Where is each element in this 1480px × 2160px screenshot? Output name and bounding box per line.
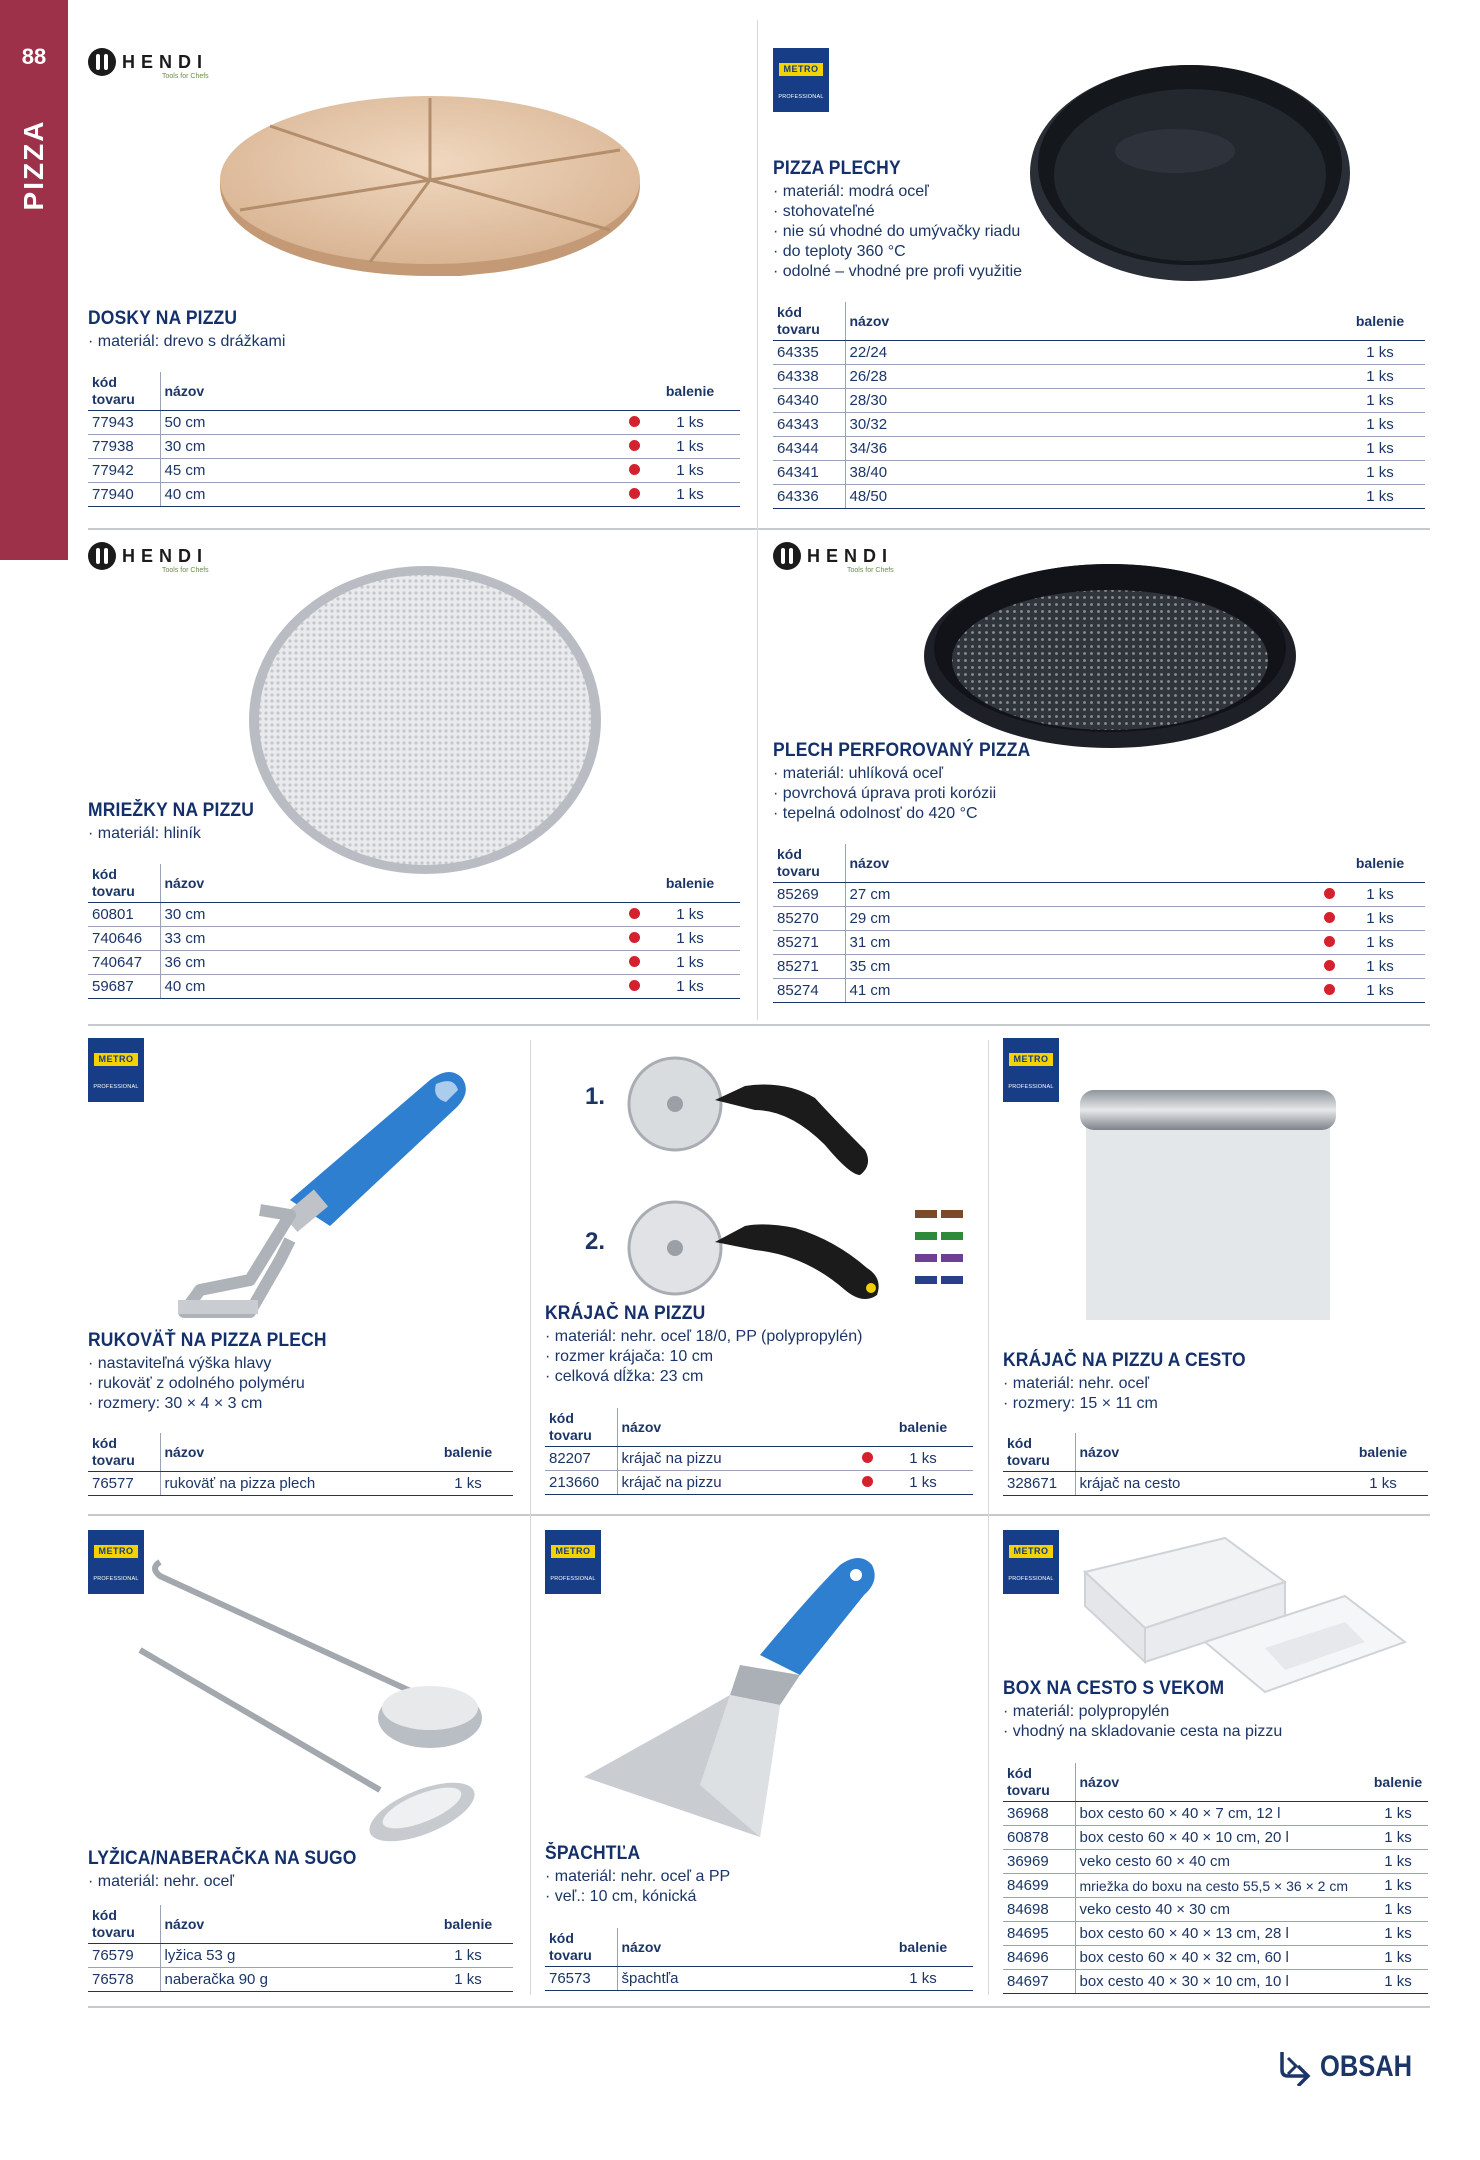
product-title: KRÁJAČ NA PIZZU [545,1303,706,1324]
product-code-cell: 64341 [773,461,845,485]
product-table-dosky [88,372,740,507]
table-row [88,927,740,951]
table-row [1003,1946,1428,1970]
variant-label: 1. [585,1083,606,1110]
product-feature: · materiál: nehr. oceľ 18/0, PP (polypropylén) [545,1327,862,1347]
pack-cell: 1 ks [1368,1874,1428,1898]
col-header-name: názov [160,372,620,411]
product-table-plechy [773,302,1425,509]
product-code-cell: 64336 [773,485,845,509]
column-header: kód tovaru [545,1408,617,1447]
name-cell: 27 cm [845,883,1315,907]
table-row [773,485,1425,509]
product-info-rukovat [88,1330,348,1414]
table-row [1003,1826,1428,1850]
availability-dot [1324,960,1335,971]
column-header: balenie [873,1408,973,1447]
product-feature: · materiál: nehr. oceľ a PP [545,1867,730,1887]
pack-cell: 1 ks [640,951,740,975]
product-feature: · rozmer krájača: 10 cm [545,1347,862,1367]
table-row [773,437,1425,461]
pizza-cutter-image [615,1050,975,1310]
name-cell: veko cesto 40 × 30 cm [1075,1898,1368,1922]
dough-box-with-lid-image [1075,1532,1415,1702]
product-info-krajac-cesto [1003,1350,1267,1414]
product-feature: · stohovateľné [773,202,1022,222]
column-header: názov [160,1433,423,1472]
section-strip [0,0,68,560]
hendi-logo: HENDI Tools for Chefs [88,48,208,76]
name-cell [1315,907,1335,931]
product-feature: · vhodný na skladovanie cesta na pizzu [1003,1722,1282,1742]
table-row [88,483,740,507]
column-header: názov [617,1928,873,1967]
product-code-cell: 76579 [88,1944,160,1968]
product-code-cell: 82207 [545,1447,617,1471]
product-table-mriezky [88,864,740,999]
availability-dot [1324,888,1335,899]
pack-cell: 1 ks [1368,1970,1428,1994]
product-code-cell: 85271 [773,931,845,955]
availability-dot [862,1452,873,1463]
table-row [773,461,1425,485]
column-header [1315,844,1335,883]
product-info-box [1003,1678,1282,1742]
column-header: názov [617,1408,853,1447]
table-of-contents-label[interactable]: OBSAH [1320,2050,1413,2083]
product-code-cell: 64340 [773,389,845,413]
table-row [773,883,1425,907]
name-cell: 34/36 [845,437,1335,461]
availability-dot [629,956,640,967]
hendi-logo: HENDI Tools for Chefs [88,542,208,570]
column-header: kód tovaru [773,302,845,341]
product-code-cell: 84697 [1003,1970,1075,1994]
table-row [1003,1874,1428,1898]
table-row [773,907,1425,931]
product-code-cell: 76578 [88,1968,160,1992]
name-cell: špachtľa [617,1967,873,1991]
pack-cell: 1 ks [1335,389,1425,413]
pack-cell: 1 ks [1335,365,1425,389]
pack-cell: 1 ks [423,1968,513,1992]
column-header: názov [1075,1763,1368,1802]
product-feature: · rozmery: 15 × 11 cm [1003,1394,1267,1414]
table-row [545,1967,973,1991]
product-code-cell: 60801 [88,903,160,927]
column-header: balenie [1335,302,1425,341]
availability-dot [629,464,640,475]
name-cell [1315,955,1335,979]
table-row [773,931,1425,955]
availability-dot [1324,912,1335,923]
name-cell: 35 cm [845,955,1315,979]
product-feature: · veľ.: 10 cm, kónická [545,1887,730,1907]
product-title: LYŽICA/NABERAČKA NA SUGO [88,1848,357,1869]
product-info-plechy [773,158,1022,282]
column-header: balenie [1338,1433,1428,1472]
row-divider [88,528,1430,530]
pack-cell: 1 ks [1335,341,1425,365]
pack-cell: 1 ks [640,435,740,459]
name-cell: 26/28 [845,365,1335,389]
wooden-pizza-board-image [210,90,650,280]
name-cell: box cesto 60 × 40 × 13 cm, 28 l [1075,1922,1368,1946]
name-cell: box cesto 60 × 40 × 10 cm, 20 l [1075,1826,1368,1850]
product-code-cell: 77940 [88,483,160,507]
column-header: kód tovaru [773,844,845,883]
pack-cell: 1 ks [1335,955,1425,979]
pack-cell: 1 ks [1335,485,1425,509]
pack-cell: 1 ks [1338,1472,1428,1496]
pack-cell: 1 ks [1335,461,1425,485]
product-title: RUKOVÄŤ NA PIZZA PLECH [88,1330,327,1351]
table-row [773,389,1425,413]
column-header [853,1408,873,1447]
name-cell: 30 cm [160,903,620,927]
pack-cell: 1 ks [873,1447,973,1471]
product-feature: · materiál: drevo s drážkami [88,332,285,352]
pack-cell: 1 ks [640,459,740,483]
table-row [88,1472,513,1496]
column-header: kód tovaru [88,1905,160,1944]
metro-professional-logo: METRO PROFESSIONAL [545,1530,601,1594]
product-code-cell: 84699 [1003,1874,1075,1898]
pack-cell: 1 ks [1335,413,1425,437]
availability-dot [862,1476,873,1487]
name-cell [853,1447,873,1471]
product-code-cell: 60878 [1003,1826,1075,1850]
metro-professional-logo: METRO PROFESSIONAL [1003,1038,1059,1102]
name-cell: lyžica 53 g [160,1944,423,1968]
row-divider [88,2006,1430,2008]
table-row [1003,1922,1428,1946]
column-divider [988,1040,989,1995]
product-table-perforovany [773,844,1425,1003]
pack-cell: 1 ks [640,483,740,507]
product-feature: · rozmery: 30 × 4 × 3 cm [88,1394,348,1414]
pack-cell: 1 ks [640,411,740,435]
product-title: BOX NA CESTO S VEKOM [1003,1678,1225,1699]
table-row [88,975,740,999]
name-cell: 40 cm [160,975,620,999]
pack-cell: 1 ks [640,975,740,999]
pack-cell: 1 ks [423,1944,513,1968]
product-feature: · materiál: nehr. oceľ [1003,1374,1267,1394]
product-code-cell: 36968 [1003,1802,1075,1826]
row-divider [88,1024,1430,1026]
table-row [773,365,1425,389]
column-header [620,864,640,903]
product-code-cell: 64338 [773,365,845,389]
availability-dot [629,416,640,427]
pack-cell: 1 ks [873,1471,973,1495]
product-feature: · materiál: modrá oceľ [773,182,1022,202]
name-cell: 41 cm [845,979,1315,1003]
name-cell: box cesto 60 × 40 × 7 cm, 12 l [1075,1802,1368,1826]
table-row [88,411,740,435]
availability-dot [629,932,640,943]
name-cell [620,903,640,927]
column-header: kód tovaru [88,864,160,903]
table-row [1003,1898,1428,1922]
name-cell [620,975,640,999]
pack-cell: 1 ks [1335,979,1425,1003]
column-header: balenie [1335,844,1425,883]
name-cell: krájač na pizzu [617,1447,853,1471]
name-cell [620,459,640,483]
product-feature: · materiál: polypropylén [1003,1702,1282,1722]
col-header-pack: balenie [640,372,740,411]
name-cell [853,1471,873,1495]
name-cell: 50 cm [160,411,620,435]
perforated-pizza-pan-image [920,552,1300,752]
product-feature: · celková dĺžka: 23 cm [545,1367,862,1387]
name-cell: box cesto 60 × 40 × 32 cm, 60 l [1075,1946,1368,1970]
table-row [88,435,740,459]
pack-cell: 1 ks [423,1472,513,1496]
pack-cell: 1 ks [640,927,740,951]
name-cell: 38/40 [845,461,1335,485]
product-code-cell: 64335 [773,341,845,365]
column-header [620,372,640,411]
column-header: názov [845,844,1315,883]
pack-cell: 1 ks [1368,1898,1428,1922]
product-table-krajac [545,1408,973,1495]
table-row [88,951,740,975]
hendi-logo: HENDI Tools for Chefs [773,542,893,570]
table-row [773,979,1425,1003]
product-info-dosky [88,308,285,352]
availability-dot [1324,984,1335,995]
table-row [773,341,1425,365]
product-code-cell: 84695 [1003,1922,1075,1946]
page-number: 88 [21,44,47,69]
product-feature: · materiál: uhlíková oceľ [773,764,1053,784]
name-cell: 36 cm [160,951,620,975]
name-cell: veko cesto 60 × 40 cm [1075,1850,1368,1874]
pack-cell: 1 ks [873,1967,973,1991]
table-row [88,1944,513,1968]
pack-cell: 1 ks [1368,1946,1428,1970]
product-code-cell: 213660 [545,1471,617,1495]
column-header: balenie [640,864,740,903]
column-header: názov [160,864,620,903]
product-title: MRIEŽKY NA PIZZU [88,800,255,821]
name-cell [620,951,640,975]
column-header: balenie [873,1928,973,1967]
product-table-spachtla [545,1928,973,1991]
pack-cell: 1 ks [1335,883,1425,907]
column-header: názov [160,1905,423,1944]
product-info-perforovany [773,740,1053,824]
availability-dot [629,980,640,991]
product-code-cell: 76577 [88,1472,160,1496]
table-row [773,955,1425,979]
product-code-cell: 64344 [773,437,845,461]
name-cell: 31 cm [845,931,1315,955]
name-cell: rukoväť na pizza plech [160,1472,423,1496]
table-row [88,459,740,483]
section-title: PIZZA [18,119,49,211]
product-code-cell: 84698 [1003,1898,1075,1922]
product-code-cell: 85270 [773,907,845,931]
availability-dot [629,908,640,919]
product-info-mriezky [88,800,269,844]
pizza-pan-handle-image [140,1050,480,1320]
availability-dot [1324,936,1335,947]
name-cell [620,483,640,507]
product-feature: · materiál: hliník [88,824,269,844]
product-feature: · odolné – vhodné pre profi využitie [773,262,1022,282]
product-title: DOSKY NA PIZZU [88,308,238,329]
product-title: ŠPACHTĽA [545,1843,641,1864]
column-divider [530,1040,531,1995]
table-row [1003,1802,1428,1826]
name-cell: 30/32 [845,413,1335,437]
metro-professional-logo: METRO PROFESSIONAL [88,1038,144,1102]
name-cell: 40 cm [160,483,620,507]
product-code-cell: 64343 [773,413,845,437]
row-divider [88,1514,1430,1516]
name-cell: 45 cm [160,459,620,483]
column-header: názov [1075,1433,1338,1472]
table-row [1003,1850,1428,1874]
column-header: balenie [1368,1763,1428,1802]
name-cell [620,927,640,951]
name-cell: 30 cm [160,435,620,459]
pack-cell: 1 ks [1335,931,1425,955]
product-code-cell: 76573 [545,1967,617,1991]
product-feature: · tepelná odolnosť do 420 °C [773,804,1053,824]
product-feature: · nastaviteľná výška hlavy [88,1354,348,1374]
name-cell [620,411,640,435]
column-header: kód tovaru [545,1928,617,1967]
name-cell: krájač na pizzu [617,1471,853,1495]
product-code-cell: 77938 [88,435,160,459]
metro-professional-logo: METRO PROFESSIONAL [1003,1530,1059,1594]
product-info-krajac [545,1303,862,1387]
pack-cell: 1 ks [1368,1922,1428,1946]
table-row [545,1471,973,1495]
product-code-cell: 84696 [1003,1946,1075,1970]
table-row [88,903,740,927]
product-feature: · rukoväť z odolného polyméru [88,1374,348,1394]
table-row [1003,1472,1428,1496]
table-row [773,413,1425,437]
column-header: balenie [423,1433,513,1472]
name-cell: 48/50 [845,485,1335,509]
blue-steel-pizza-pan-image [1025,55,1355,285]
name-cell: 29 cm [845,907,1315,931]
table-of-contents-link[interactable] [1276,2048,1428,2086]
table-row [1003,1970,1428,1994]
column-header: kód tovaru [88,1433,160,1472]
column-header: balenie [423,1905,513,1944]
aluminium-pizza-screen-image [245,560,605,880]
pack-cell: 1 ks [1368,1850,1428,1874]
product-code-cell: 328671 [1003,1472,1075,1496]
product-table-rukovat [88,1433,513,1496]
product-code-cell: 59687 [88,975,160,999]
name-cell: 22/24 [845,341,1335,365]
arrow-right-icon [1276,2048,1314,2086]
product-table-box [1003,1763,1428,1994]
product-title: PIZZA PLECHY [773,158,901,179]
name-cell [1315,979,1335,1003]
product-title: PLECH PERFOROVANÝ PIZZA [773,740,1031,761]
product-code-cell: 85271 [773,955,845,979]
product-info-lyzica [88,1848,380,1892]
product-table-lyzica [88,1905,513,1992]
pack-cell: 1 ks [1368,1802,1428,1826]
table-row [88,1968,513,1992]
column-header: názov [845,302,1335,341]
pack-cell: 1 ks [1335,437,1425,461]
product-code-cell: 85269 [773,883,845,907]
name-cell: krájač na cesto [1075,1472,1338,1496]
col-header-code: kód tovaru [88,372,160,411]
availability-dot [629,440,640,451]
variant-label: 2. [585,1228,606,1255]
product-code-cell: 85274 [773,979,845,1003]
table-row [545,1447,973,1471]
product-title: KRÁJAČ NA PIZZU A CESTO [1003,1350,1246,1371]
product-code-cell: 740646 [88,927,160,951]
spatula-image [580,1545,940,1845]
pack-cell: 1 ks [640,903,740,927]
metro-professional-logo: METRO PROFESSIONAL [88,1530,144,1594]
name-cell [620,435,640,459]
product-feature: · nie sú vhodné do umývačky riadu [773,222,1022,242]
product-table-krajac-cesto [1003,1433,1428,1496]
name-cell [1315,883,1335,907]
product-code-cell: 77942 [88,459,160,483]
product-feature: · do teploty 360 °C [773,242,1022,262]
metro-professional-logo: METRO PROFESSIONAL [773,48,829,112]
product-feature: · materiál: nehr. oceľ [88,1872,380,1892]
name-cell: 28/30 [845,389,1335,413]
availability-dot [629,488,640,499]
product-code-cell: 740647 [88,951,160,975]
column-header: kód tovaru [1003,1763,1075,1802]
name-cell: box cesto 40 × 30 × 10 cm, 10 l [1075,1970,1368,1994]
product-feature: · povrchová úprava proti korózii [773,784,1053,804]
name-cell: naberačka 90 g [160,1968,423,1992]
pack-cell: 1 ks [1368,1826,1428,1850]
column-divider [757,20,758,1020]
product-code-cell: 77943 [88,411,160,435]
name-cell: 33 cm [160,927,620,951]
product-info-spachtla [545,1843,730,1907]
product-code-cell: 36969 [1003,1850,1075,1874]
name-cell [1315,931,1335,955]
sugo-ladle-and-spoon-image [130,1550,500,1850]
dough-scraper-image [1080,1090,1340,1330]
column-header: kód tovaru [1003,1433,1075,1472]
pack-cell: 1 ks [1335,907,1425,931]
name-cell: mriežka do boxu na cesto 55,5 × 36 × 2 cm [1075,1874,1368,1898]
